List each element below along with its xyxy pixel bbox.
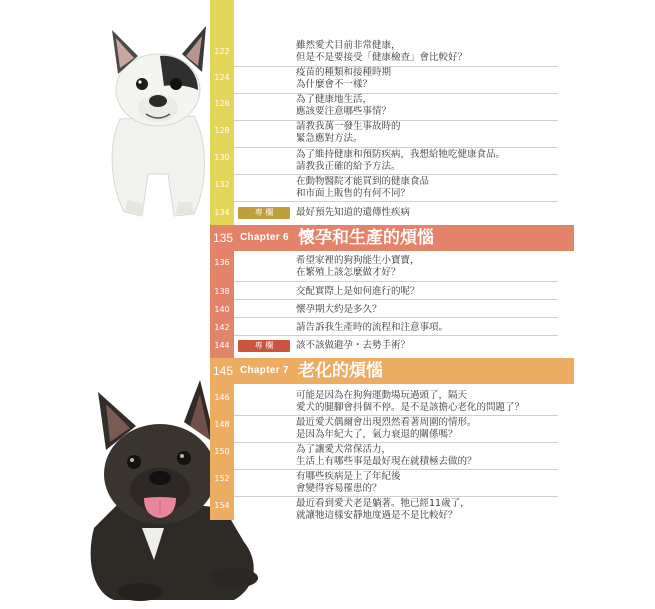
section-top-color-strip — [210, 0, 234, 225]
chapter-page-number: 135 — [212, 231, 234, 245]
chapter6-header[interactable] — [210, 225, 574, 251]
toc-entry[interactable] — [296, 149, 566, 173]
toc-entry[interactable]: 懷孕期大約是多久？ — [296, 304, 382, 315]
toc-column-entry[interactable]: 該不該做避孕・去勢手術？ — [296, 340, 411, 351]
toc-entry-line: 請教我正確的給予方法。 — [296, 161, 401, 172]
toc-entry[interactable] — [296, 444, 566, 468]
toc-entry[interactable] — [296, 390, 566, 414]
toc-entry-line: 生活上有哪些事是最好現在就積極去做的？ — [296, 456, 477, 467]
toc-entry-line: 就讓牠這樣安靜地度過是不是比較好？ — [296, 510, 458, 521]
page-number: 148 — [214, 420, 230, 429]
toc-entry[interactable] — [296, 176, 566, 200]
toc-entry[interactable] — [296, 498, 566, 522]
toc-entry-line: 希望家裡的狗狗能生小寶寶， — [296, 255, 420, 266]
page-number: 130 — [214, 153, 230, 162]
page-number: 128 — [214, 126, 230, 135]
toc-entry-line: 為了讓愛犬常保活力， — [296, 444, 392, 455]
divider — [234, 201, 558, 202]
toc-entry[interactable] — [296, 417, 566, 441]
toc-entry-line: 愛犬的腿腳會抖個不停。是不是該擔心老化的問題了？ — [296, 402, 525, 413]
divider — [234, 174, 558, 175]
chapter-title: 懷孕和生產的煩惱 — [298, 228, 434, 248]
divider — [234, 317, 558, 318]
white-french-bulldog-illustration — [98, 24, 216, 224]
column-badge: 專 欄 — [238, 207, 290, 219]
toc-entry-line: 最近愛犬偶爾會出現烈然看著周圍的情形。 — [296, 417, 477, 428]
toc-entry-line: 請教我萬一發生事故時的 — [296, 121, 401, 132]
toc-entry-line: 有哪些疾病是上了年紀後 — [296, 471, 401, 482]
toc-entry-line: 但是不是要接受「健康檢查」會比較好？ — [296, 52, 468, 63]
page-number: 134 — [214, 208, 230, 217]
toc-entry-line: 疫苗的種類和接種時期 — [296, 67, 392, 78]
page-number: 136 — [214, 258, 230, 267]
page-number: 154 — [214, 501, 230, 510]
page-number: 150 — [214, 447, 230, 456]
toc-entry-line: 緊急應對方法。 — [296, 133, 363, 144]
toc-entry[interactable]: 交配實際上是如何進行的呢？ — [296, 286, 420, 297]
toc-entry-line: 雖然愛犬目前非常健康， — [296, 40, 401, 51]
chapter-title: 老化的煩惱 — [298, 361, 383, 381]
toc-entry[interactable] — [296, 471, 566, 495]
toc-entry-line: 和市面上販售的有何不同？ — [296, 188, 411, 199]
column-badge: 專 欄 — [238, 340, 290, 352]
toc-entry[interactable] — [296, 40, 566, 64]
page-number: 146 — [214, 393, 230, 402]
toc-entry-line: 為了維持健康和預防疾病，我想給牠吃健康食品。 — [296, 149, 506, 160]
toc-entry-line: 最近看到愛犬老是躺著。牠已經11歲了， — [296, 498, 470, 509]
chapter-label: Chapter 6 — [240, 232, 289, 243]
divider — [234, 299, 558, 300]
page-number: 138 — [214, 287, 230, 296]
page-number: 142 — [214, 323, 230, 332]
chapter-label: Chapter 7 — [240, 365, 289, 376]
divider — [234, 415, 558, 416]
page-number: 122 — [214, 47, 230, 56]
chapter-page-number: 145 — [212, 364, 234, 378]
toc-entry-line: 應該要注意哪些事情？ — [296, 106, 392, 117]
toc-column-entry[interactable]: 最好預先知道的遺傳性疾病 — [296, 207, 411, 218]
toc-entry[interactable]: 請告訴我生產時的流程和注意事項。 — [296, 322, 449, 333]
divider — [234, 335, 558, 336]
toc-entry[interactable] — [296, 94, 566, 118]
toc-entry-line: 可能是因為在狗狗運動場玩過頭了，隔天 — [296, 390, 468, 401]
toc-entry[interactable] — [296, 67, 566, 91]
toc-entry-line: 在繁殖上該怎麼做才好？ — [296, 267, 401, 278]
toc-entry-line: 會變得容易罹患的？ — [296, 483, 382, 494]
divider — [234, 281, 558, 282]
page-number: 144 — [214, 341, 230, 350]
chapter7-header[interactable] — [210, 358, 574, 384]
divider — [234, 147, 558, 148]
divider — [234, 469, 558, 470]
toc-entry-line: 為了健康地生活， — [296, 94, 373, 105]
divider — [234, 442, 558, 443]
page-number: 132 — [214, 180, 230, 189]
page-number: 124 — [214, 73, 230, 82]
page-number: 126 — [214, 99, 230, 108]
brindle-french-bulldog-illustration — [84, 378, 262, 602]
page-number: 152 — [214, 474, 230, 483]
toc-entry-line: 是因為年紀大了，氣力衰退的關係嗎？ — [296, 429, 458, 440]
toc-entry[interactable] — [296, 121, 566, 145]
page-number: 140 — [214, 305, 230, 314]
toc-entry-line: 為什麼會不一樣？ — [296, 79, 373, 90]
toc-entry-line: 在動物醫院才能買到的健康食品 — [296, 176, 430, 187]
divider — [234, 496, 558, 497]
toc-entry[interactable] — [296, 255, 566, 279]
